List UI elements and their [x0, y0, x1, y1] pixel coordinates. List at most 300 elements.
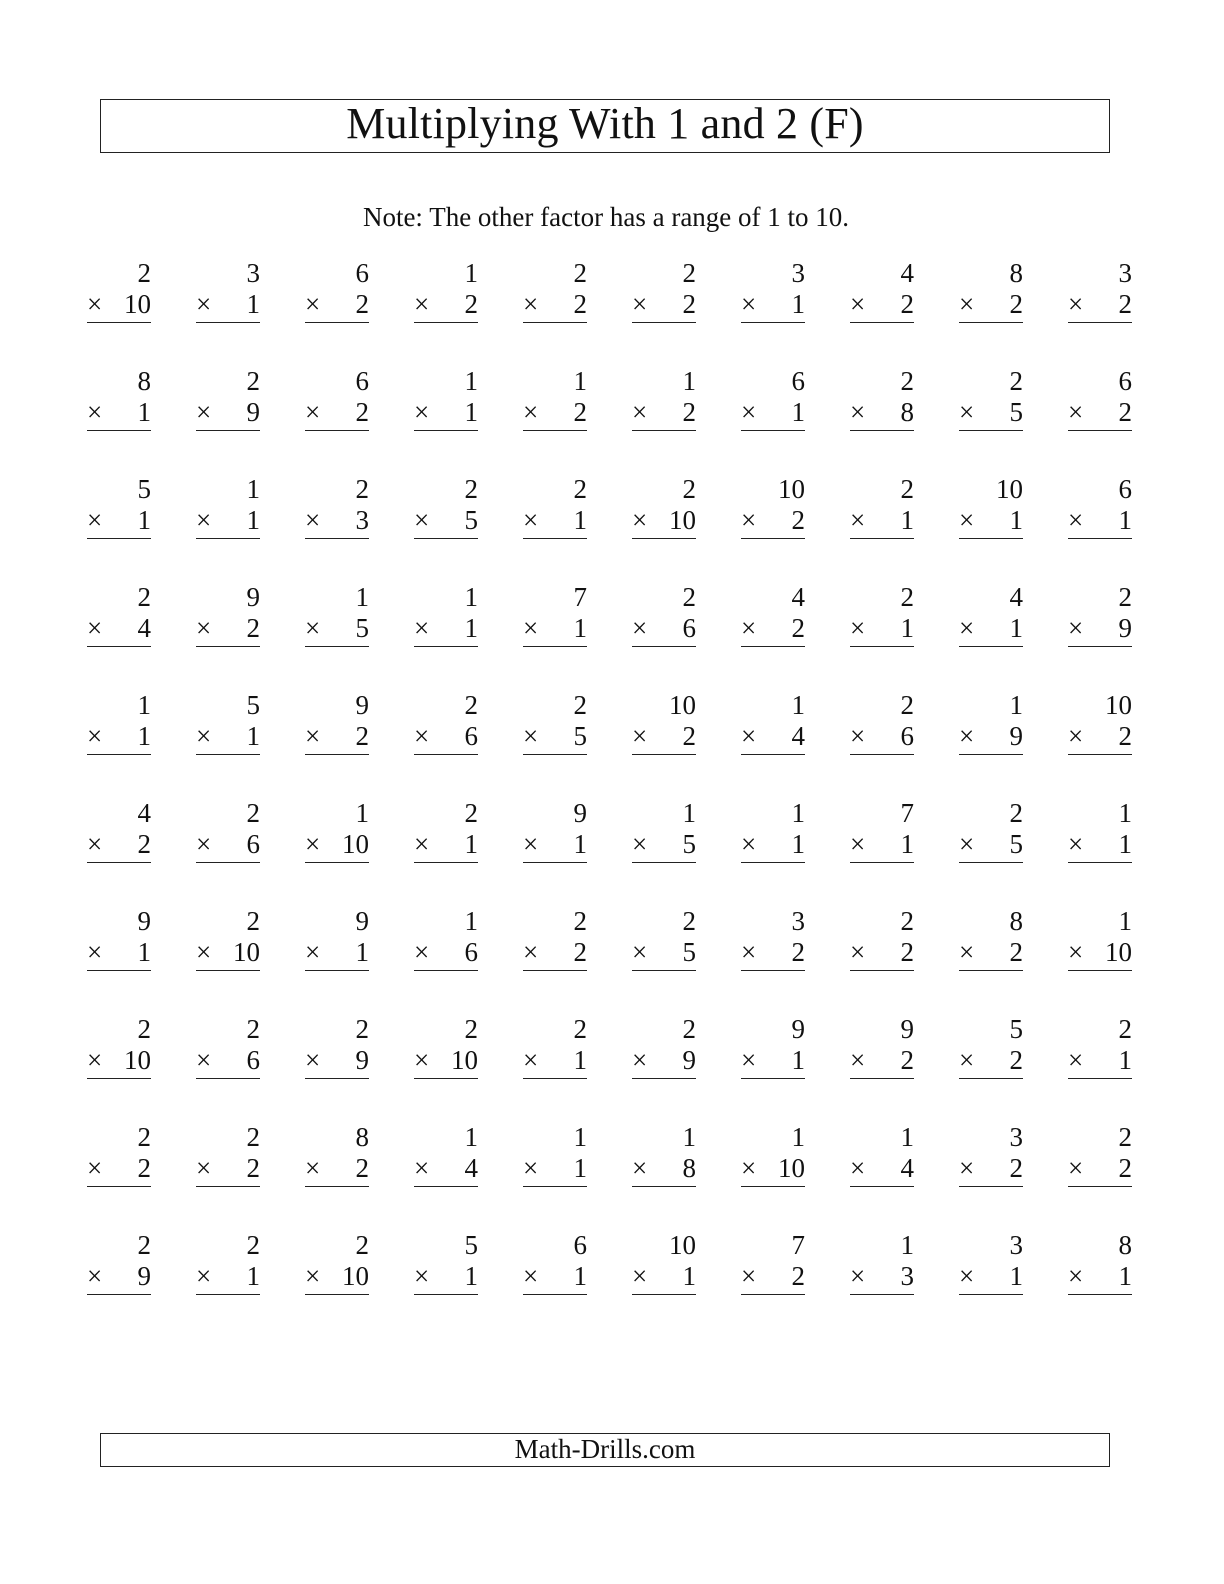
times-sign: ×	[632, 505, 648, 535]
top-factor: 2	[1118, 1122, 1132, 1152]
multiplication-problem	[850, 582, 914, 644]
times-sign: ×	[523, 829, 539, 859]
bottom-factor: 1	[246, 505, 260, 535]
answer-line	[959, 1294, 1023, 1295]
top-factor: 1	[464, 1122, 478, 1152]
times-sign: ×	[850, 613, 866, 643]
top-factor: 6	[355, 258, 369, 288]
multiplication-problem	[196, 474, 260, 536]
multiplication-problem	[741, 1014, 805, 1076]
bottom-factor: 9	[137, 1261, 151, 1291]
times-sign: ×	[1068, 397, 1084, 427]
top-factor: 6	[791, 366, 805, 396]
times-sign: ×	[414, 613, 430, 643]
bottom-factor: 2	[573, 397, 587, 427]
bottom-factor: 2	[900, 937, 914, 967]
times-sign: ×	[850, 1153, 866, 1183]
multiplication-problem	[305, 474, 369, 536]
times-sign: ×	[632, 1045, 648, 1075]
times-sign: ×	[850, 289, 866, 319]
times-sign: ×	[196, 289, 212, 319]
bottom-factor: 5	[1009, 397, 1023, 427]
times-sign: ×	[1068, 613, 1084, 643]
times-sign: ×	[196, 505, 212, 535]
times-sign: ×	[414, 289, 430, 319]
bottom-factor: 1	[137, 505, 151, 535]
answer-line	[1068, 430, 1132, 431]
multiplication-problem	[523, 474, 587, 536]
answer-line	[632, 538, 696, 539]
bottom-factor: 10	[451, 1045, 478, 1075]
top-factor: 1	[791, 798, 805, 828]
bottom-factor: 1	[464, 1261, 478, 1291]
top-factor: 2	[682, 474, 696, 504]
bottom-factor: 8	[682, 1153, 696, 1183]
multiplication-problem	[1068, 258, 1132, 320]
answer-line	[523, 430, 587, 431]
bottom-factor: 10	[669, 505, 696, 535]
answer-line	[305, 754, 369, 755]
answer-line	[523, 970, 587, 971]
bottom-factor: 1	[1118, 505, 1132, 535]
bottom-factor: 2	[1009, 1153, 1023, 1183]
times-sign: ×	[741, 721, 757, 751]
top-factor: 8	[355, 1122, 369, 1152]
answer-line	[87, 754, 151, 755]
times-sign: ×	[959, 505, 975, 535]
top-factor: 2	[682, 582, 696, 612]
top-factor: 1	[464, 258, 478, 288]
times-sign: ×	[87, 829, 103, 859]
answer-line	[305, 1294, 369, 1295]
times-sign: ×	[87, 1153, 103, 1183]
multiplication-problem	[1068, 474, 1132, 536]
times-sign: ×	[87, 289, 103, 319]
bottom-factor: 10	[342, 1261, 369, 1291]
top-factor: 2	[900, 690, 914, 720]
answer-line	[87, 1078, 151, 1079]
answer-line	[196, 1294, 260, 1295]
top-factor: 9	[573, 798, 587, 828]
multiplication-problem	[850, 366, 914, 428]
top-factor: 4	[1009, 582, 1023, 612]
answer-line	[632, 646, 696, 647]
answer-line	[632, 1078, 696, 1079]
multiplication-problem	[414, 258, 478, 320]
answer-line	[850, 1294, 914, 1295]
bottom-factor: 6	[900, 721, 914, 751]
multiplication-problem	[741, 690, 805, 752]
multiplication-problem	[632, 1122, 696, 1184]
top-factor: 1	[682, 798, 696, 828]
bottom-factor: 4	[464, 1153, 478, 1183]
multiplication-problem	[632, 366, 696, 428]
top-factor: 2	[464, 690, 478, 720]
multiplication-problem	[305, 1122, 369, 1184]
times-sign: ×	[523, 289, 539, 319]
bottom-factor: 1	[137, 397, 151, 427]
top-factor: 2	[137, 1122, 151, 1152]
bottom-factor: 1	[1118, 1261, 1132, 1291]
bottom-factor: 5	[682, 829, 696, 859]
multiplication-problem	[741, 798, 805, 860]
bottom-factor: 9	[246, 397, 260, 427]
bottom-factor: 9	[682, 1045, 696, 1075]
top-factor: 1	[246, 474, 260, 504]
answer-line	[741, 1294, 805, 1295]
bottom-factor: 1	[1118, 1045, 1132, 1075]
answer-line	[1068, 322, 1132, 323]
top-factor: 3	[791, 258, 805, 288]
top-factor: 4	[900, 258, 914, 288]
answer-line	[414, 754, 478, 755]
times-sign: ×	[305, 505, 321, 535]
times-sign: ×	[414, 937, 430, 967]
bottom-factor: 1	[573, 1045, 587, 1075]
bottom-factor: 1	[900, 613, 914, 643]
top-factor: 4	[137, 798, 151, 828]
top-factor: 2	[900, 582, 914, 612]
bottom-factor: 1	[137, 937, 151, 967]
times-sign: ×	[632, 613, 648, 643]
top-factor: 1	[682, 366, 696, 396]
multiplication-problem	[959, 1122, 1023, 1184]
multiplication-problem	[1068, 1014, 1132, 1076]
answer-line	[1068, 754, 1132, 755]
top-factor: 9	[355, 690, 369, 720]
multiplication-problem	[741, 1230, 805, 1292]
answer-line	[741, 970, 805, 971]
multiplication-problem	[632, 690, 696, 752]
bottom-factor: 1	[1009, 1261, 1023, 1291]
answer-line	[305, 430, 369, 431]
answer-line	[196, 970, 260, 971]
top-factor: 1	[682, 1122, 696, 1152]
top-factor: 1	[573, 1122, 587, 1152]
bottom-factor: 5	[573, 721, 587, 751]
answer-line	[414, 538, 478, 539]
bottom-factor: 2	[791, 937, 805, 967]
multiplication-problem	[305, 582, 369, 644]
bottom-factor: 2	[1118, 1153, 1132, 1183]
bottom-factor: 9	[1118, 613, 1132, 643]
bottom-factor: 1	[900, 829, 914, 859]
answer-line	[87, 862, 151, 863]
answer-line	[523, 754, 587, 755]
bottom-factor: 2	[682, 397, 696, 427]
multiplication-problem	[523, 366, 587, 428]
top-factor: 2	[682, 1014, 696, 1044]
answer-line	[850, 538, 914, 539]
times-sign: ×	[1068, 289, 1084, 319]
answer-line	[632, 1186, 696, 1187]
multiplication-problem	[632, 798, 696, 860]
multiplication-problem	[414, 1014, 478, 1076]
multiplication-problem	[523, 906, 587, 968]
multiplication-problem	[741, 258, 805, 320]
top-factor: 2	[464, 1014, 478, 1044]
multiplication-problem	[1068, 1230, 1132, 1292]
times-sign: ×	[87, 397, 103, 427]
multiplication-problem	[850, 690, 914, 752]
top-factor: 3	[791, 906, 805, 936]
answer-line	[741, 1186, 805, 1187]
times-sign: ×	[523, 937, 539, 967]
answer-line	[850, 322, 914, 323]
bottom-factor: 10	[778, 1153, 805, 1183]
top-factor: 2	[1009, 798, 1023, 828]
top-factor: 2	[1118, 1014, 1132, 1044]
top-factor: 6	[355, 366, 369, 396]
times-sign: ×	[959, 937, 975, 967]
times-sign: ×	[632, 397, 648, 427]
answer-line	[959, 1186, 1023, 1187]
top-factor: 10	[669, 690, 696, 720]
multiplication-problem	[87, 1230, 151, 1292]
multiplication-problem	[87, 258, 151, 320]
multiplication-problem	[1068, 690, 1132, 752]
multiplication-problem	[632, 582, 696, 644]
top-factor: 2	[900, 366, 914, 396]
answer-line	[523, 1078, 587, 1079]
multiplication-problem	[850, 906, 914, 968]
answer-line	[959, 754, 1023, 755]
top-factor: 1	[464, 906, 478, 936]
times-sign: ×	[87, 721, 103, 751]
bottom-factor: 2	[791, 505, 805, 535]
bottom-factor: 1	[355, 937, 369, 967]
answer-line	[87, 1186, 151, 1187]
times-sign: ×	[850, 721, 866, 751]
answer-line	[87, 970, 151, 971]
top-factor: 2	[900, 906, 914, 936]
top-factor: 3	[1009, 1122, 1023, 1152]
multiplication-problem	[196, 690, 260, 752]
multiplication-problem	[87, 1122, 151, 1184]
answer-line	[741, 322, 805, 323]
answer-line	[305, 646, 369, 647]
bottom-factor: 1	[791, 829, 805, 859]
answer-line	[741, 538, 805, 539]
top-factor: 2	[573, 258, 587, 288]
top-factor: 2	[246, 906, 260, 936]
bottom-factor: 6	[464, 937, 478, 967]
times-sign: ×	[305, 829, 321, 859]
answer-line	[741, 646, 805, 647]
bottom-factor: 1	[791, 397, 805, 427]
worksheet-note: Note: The other factor has a range of 1 to 10.	[362, 202, 850, 232]
times-sign: ×	[1068, 505, 1084, 535]
top-factor: 7	[900, 798, 914, 828]
bottom-factor: 10	[124, 1045, 151, 1075]
top-factor: 5	[464, 1230, 478, 1260]
answer-line	[1068, 1078, 1132, 1079]
answer-line	[741, 430, 805, 431]
answer-line	[305, 1078, 369, 1079]
bottom-factor: 1	[573, 829, 587, 859]
times-sign: ×	[414, 505, 430, 535]
top-factor: 2	[246, 1230, 260, 1260]
times-sign: ×	[196, 1153, 212, 1183]
top-factor: 1	[791, 690, 805, 720]
top-factor: 7	[573, 582, 587, 612]
multiplication-problem	[632, 1230, 696, 1292]
bottom-factor: 1	[1009, 613, 1023, 643]
multiplication-problem	[1068, 906, 1132, 968]
top-factor: 9	[246, 582, 260, 612]
times-sign: ×	[87, 937, 103, 967]
answer-line	[196, 538, 260, 539]
multiplication-problem	[414, 582, 478, 644]
multiplication-problem	[196, 258, 260, 320]
answer-line	[1068, 862, 1132, 863]
bottom-factor: 1	[464, 397, 478, 427]
multiplication-problem	[523, 1122, 587, 1184]
answer-line	[523, 322, 587, 323]
bottom-factor: 1	[1009, 505, 1023, 535]
answer-line	[196, 1078, 260, 1079]
multiplication-problem	[741, 366, 805, 428]
times-sign: ×	[305, 937, 321, 967]
bottom-factor: 2	[355, 397, 369, 427]
multiplication-problem	[87, 582, 151, 644]
answer-line	[850, 1186, 914, 1187]
bottom-factor: 1	[900, 505, 914, 535]
times-sign: ×	[305, 1261, 321, 1291]
bottom-factor: 1	[137, 721, 151, 751]
times-sign: ×	[305, 1045, 321, 1075]
bottom-factor: 3	[900, 1261, 914, 1291]
multiplication-problem	[305, 798, 369, 860]
answer-line	[1068, 538, 1132, 539]
top-factor: 8	[1118, 1230, 1132, 1260]
bottom-factor: 2	[137, 1153, 151, 1183]
answer-line	[1068, 1186, 1132, 1187]
answer-line	[87, 538, 151, 539]
top-factor: 6	[1118, 366, 1132, 396]
top-factor: 1	[1118, 798, 1132, 828]
top-factor: 2	[1118, 582, 1132, 612]
top-factor: 6	[573, 1230, 587, 1260]
answer-line	[196, 862, 260, 863]
top-factor: 2	[246, 1014, 260, 1044]
answer-line	[414, 1294, 478, 1295]
multiplication-problem	[87, 798, 151, 860]
top-factor: 8	[1009, 906, 1023, 936]
times-sign: ×	[87, 1261, 103, 1291]
times-sign: ×	[741, 1261, 757, 1291]
times-sign: ×	[1068, 829, 1084, 859]
top-factor: 2	[246, 1122, 260, 1152]
multiplication-problem	[305, 690, 369, 752]
times-sign: ×	[850, 937, 866, 967]
times-sign: ×	[414, 1153, 430, 1183]
multiplication-problem	[87, 366, 151, 428]
top-factor: 1	[137, 690, 151, 720]
multiplication-problem	[741, 1122, 805, 1184]
bottom-factor: 2	[1009, 937, 1023, 967]
bottom-factor: 1	[246, 721, 260, 751]
bottom-factor: 2	[682, 721, 696, 751]
bottom-factor: 2	[1009, 289, 1023, 319]
bottom-factor: 2	[246, 613, 260, 643]
answer-line	[196, 322, 260, 323]
bottom-factor: 6	[246, 829, 260, 859]
top-factor: 2	[900, 474, 914, 504]
answer-line	[632, 754, 696, 755]
multiplication-problem	[959, 1014, 1023, 1076]
top-factor: 2	[246, 366, 260, 396]
multiplication-problem	[959, 798, 1023, 860]
times-sign: ×	[741, 1153, 757, 1183]
top-factor: 6	[1118, 474, 1132, 504]
times-sign: ×	[959, 1045, 975, 1075]
times-sign: ×	[305, 397, 321, 427]
bottom-factor: 10	[342, 829, 369, 859]
top-factor: 5	[1009, 1014, 1023, 1044]
answer-line	[196, 430, 260, 431]
answer-line	[959, 430, 1023, 431]
answer-line	[196, 646, 260, 647]
bottom-factor: 2	[1118, 721, 1132, 751]
bottom-factor: 4	[137, 613, 151, 643]
multiplication-problem	[305, 1230, 369, 1292]
answer-line	[850, 862, 914, 863]
multiplication-problem	[1068, 798, 1132, 860]
top-factor: 4	[791, 582, 805, 612]
answer-line	[87, 430, 151, 431]
times-sign: ×	[959, 829, 975, 859]
multiplication-problem	[741, 474, 805, 536]
worksheet-title: Multiplying With 1 and 2 (F)	[346, 99, 864, 148]
multiplication-problem	[414, 1230, 478, 1292]
times-sign: ×	[523, 721, 539, 751]
bottom-factor: 9	[355, 1045, 369, 1075]
bottom-factor: 10	[1105, 937, 1132, 967]
multiplication-problem	[196, 798, 260, 860]
top-factor: 5	[246, 690, 260, 720]
times-sign: ×	[87, 1045, 103, 1075]
top-factor: 2	[355, 1014, 369, 1044]
bottom-factor: 1	[573, 613, 587, 643]
times-sign: ×	[196, 1045, 212, 1075]
multiplication-problem	[523, 690, 587, 752]
top-factor: 2	[137, 582, 151, 612]
top-factor: 2	[1009, 366, 1023, 396]
multiplication-problem	[305, 1014, 369, 1076]
times-sign: ×	[196, 721, 212, 751]
answer-line	[850, 754, 914, 755]
answer-line	[305, 862, 369, 863]
answer-line	[959, 646, 1023, 647]
bottom-factor: 2	[355, 1153, 369, 1183]
times-sign: ×	[632, 1153, 648, 1183]
multiplication-problem	[196, 906, 260, 968]
bottom-factor: 2	[246, 1153, 260, 1183]
times-sign: ×	[850, 1045, 866, 1075]
answer-line	[632, 970, 696, 971]
multiplication-problem	[632, 1014, 696, 1076]
multiplication-problem	[414, 690, 478, 752]
times-sign: ×	[305, 289, 321, 319]
times-sign: ×	[196, 397, 212, 427]
answer-line	[1068, 1294, 1132, 1295]
times-sign: ×	[305, 1153, 321, 1183]
times-sign: ×	[850, 397, 866, 427]
multiplication-problem	[196, 1230, 260, 1292]
top-factor: 2	[137, 1230, 151, 1260]
top-factor: 1	[791, 1122, 805, 1152]
